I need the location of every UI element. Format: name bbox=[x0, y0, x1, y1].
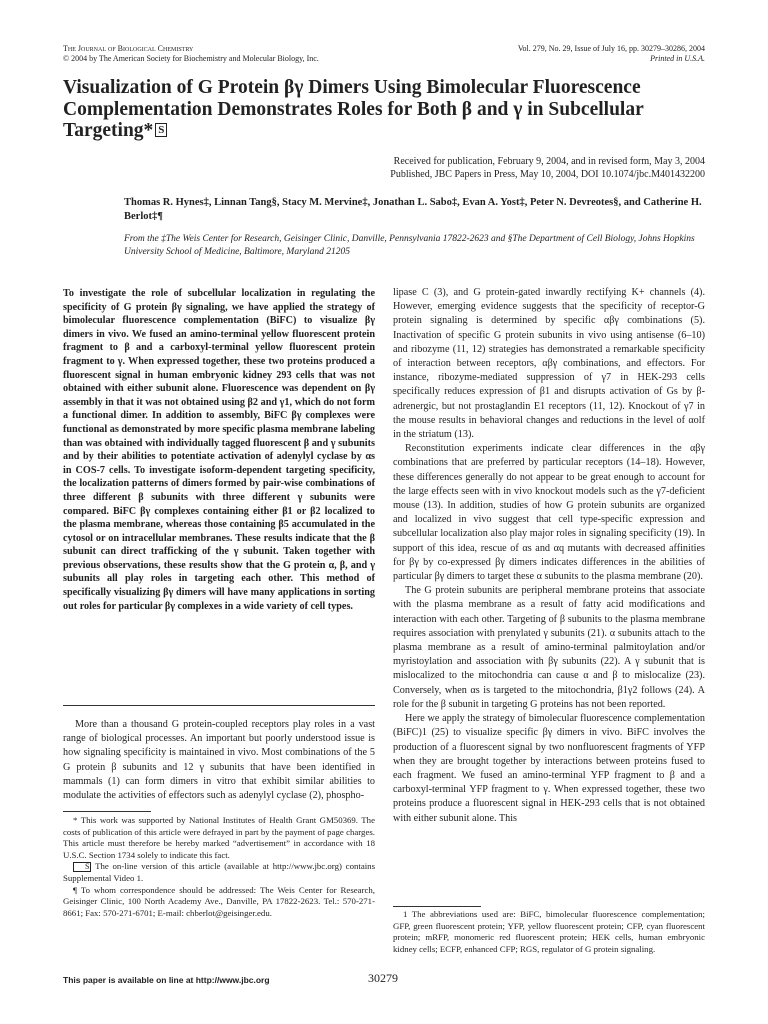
abstract: To investigate the role of subcellular localization in regulating the specificity of G protein βγ signaling, we have applied the strategy of bimolecular fluorescence complementation (BiFC) to visualize βγ dimers in vivo. We fused an amino-terminal yellow fluorescent protein fragment to β and a carboxyl-terminal yellow fluorescent protein fragment to γ. When expressed together, these two proteins produced a fluorescent signal in human embryonic kidney 293 cells that was not obtained with either subunit alone. Fluorescence was dependent on βγ assembly in that it was not obtained using β2 and γ1, which do not form a functional dimer. In addition to assembly, BiFC βγ complexes were functional as demonstrated by more specific plasma membrane labeling than was obtained with individually tagged fluorescent β and γ subunits and by their abilities to potentiate activation of adenylyl cyclase by αs in COS-7 cells. To investigate isoform-dependent targeting specificity, the localization patterns of dimers formed by pair-wise combinations of three different β subunits with three different γ subunits were compared. BiFC βγ complexes containing either β1 or β2 localized to the plasma membrane, whereas those containing β5 accumulated in the cytosol or on intracellular membranes. These results indicate that the β subunit can direct trafficking of the γ subunit. Taken together with previous observations, these results show that the G protein α, β, and γ subunits all play roles in targeting each other. This method of specifically visualizing βγ dimers will have many applications in sorting out roles for particular βγ complexes in a wide variety of cell types. bbox=[63, 288, 375, 612]
right-column-body bbox=[393, 286, 705, 826]
body-paragraph-2: Reconstitution experiments indicate clear differences in the αβγ combinations that are preferred by particular receptors (14–18). However, these differences generally do not appear to be great enough to account for the large effects seen with in vivo knockout models such as the γ7-deficient mouse (13). In addition, studies of how G protein subunits are organized and localized in vivo suggest that cell type-specific expression and subcellular localization also play major roles in signaling specificity (19). In support of this idea, rescue of αs and αq mutants with decreased affinities for βγ by co-expressed βγ dimers indicates differences in the abilities of particular βγ dimers to target these α subunits to the plasma membrane (20). bbox=[393, 443, 705, 583]
supplemental-footnote-text: The on-line version of this article (available at http://www.jbc.org) contains Supplemental Video 1. bbox=[63, 861, 375, 883]
correspondence-footnote: ¶ To whom correspondence should be addressed: The Weis Center for Research, Geisinger Clinic, 100 North Academy Ave., Danville, PA 17822-2623. Tel.: 570-271-8661; Fax: 570-271-6701; E-mail: chberlot@geisinger.edu. bbox=[63, 884, 375, 918]
volume-line: Vol. 279, No. 29, Issue of July 16, pp. 30279–30286, 2004 bbox=[517, 44, 705, 53]
footnote-divider bbox=[63, 811, 151, 812]
introduction bbox=[63, 718, 375, 803]
author-list: Thomas R. Hynes‡, Linnan Tang§, Stacy M. Mervine‡, Jonathan L. Sabo‡, Evan A. Yost‡, Peter N. Devreotes§, and Catherine H. Berlot‡¶ bbox=[124, 197, 702, 222]
online-notice: This paper is available on line at http://www.jbc.org bbox=[63, 975, 270, 985]
journal-name: The Journal of Biological Chemistry bbox=[63, 44, 194, 53]
body-paragraph-3: The G protein subunits are peripheral membrane proteins that associate with the plasma membrane as a result of fatty acid modifications and interaction with each other. Targeting of β subunits to the plasma membrane requires association with prenylated γ subunits (21). α subunits attach to the plasma membrane as a result of amino-terminal palmitoylation and/or myristoylation and association with βγ subunits (22). A γ subunit that is mislocalized to the mitochondria can cause α and β to mislocalize (23). Conversely, when αs is targeted to the mitochondria, β1γ2 follows (24). A role for the β subunit in targeting G proteins has not been reported. bbox=[393, 585, 705, 710]
printed-line: Printed in U.S.A. bbox=[650, 54, 705, 63]
page-number: 30279 bbox=[368, 971, 398, 985]
affiliation: From the ‡The Weis Center for Research, Geisinger Clinic, Danville, Pennsylvania 17822-2623 and §The Department of Cell Biology, Johns Hopkins University School of Medicine, Baltimore, Maryland 21205 bbox=[124, 234, 695, 257]
article-title-text: Visualization of G Protein βγ Dimers Using Bimolecular Fluorescence Complementation Demonstrates Roles for Both β and γ in Subcellular Targeting* bbox=[63, 77, 644, 141]
supplemental-mini-icon: S bbox=[73, 862, 91, 872]
issue-info bbox=[345, 44, 705, 64]
body-paragraph-4: Here we apply the strategy of bimolecular fluorescence complementation (BiFC)1 (25) to visualize specific βγ dimers in vivo. BiFC involves the production of a fluorescent signal by two nonfluorescent fragments of YFP when they are brought together by interactions between proteins fused to each fragment. We fused an amino-terminal YFP fragment to β and a carboxyl-terminal YFP fragment to γ. When expressed together, these two proteins produce a fluorescent signal in HEK-293 cells that is not obtained with either subunit alone. This bbox=[393, 713, 705, 824]
abbreviations-footnote bbox=[393, 909, 705, 955]
abstract-divider bbox=[63, 705, 375, 706]
abbreviation-divider bbox=[393, 906, 481, 907]
funding-footnote: * This work was supported by National Institutes of Health Grant GM50369. The costs of publication of this article were defrayed in part by the payment of page charges. This article must therefore be hereby marked “advertisement” in accordance with 18 U.S.C. Section 1734 solely to indicate this fact. bbox=[63, 815, 375, 860]
publication-history bbox=[185, 155, 705, 181]
abbreviations-text: 1 The abbreviations used are: BiFC, bimolecular fluorescence complementation; GFP, green fluorescent protein; YFP, yellow fluorescent protein; CFP, cyan fluorescent protein; mRFP, monomeric red fluorescent protein; HEK cells, human embryonic kidney cells; ECFP, enhanced CFP; RGS, regulator of G protein signaling. bbox=[393, 909, 705, 954]
body-paragraph-1: lipase C (3), and G protein-gated inwardly rectifying K+ channels (4). However, emerging evidence suggests that the specificity of receptor-G protein signaling is determined by specific αβγ combinations (5). Inactivation of specific G protein subunits in vivo using antisense (6–10) and ribozyme (11, 12) strategies has demonstrated a remarkable specificity of interaction between receptors, αβγ combinations, and effectors. For instance, ribozyme-mediated suppression of γ7 in HEK-293 cells specifically reduces expression of β1 and disrupts activation of Gs by β-adrenergic, but not prostaglandin E1 receptors (11, 12). Knockout of γ7 in the mouse results in behavioral changes and reductions in the level of αolf in the striatum (13). bbox=[393, 287, 705, 441]
published-line: Published, JBC Papers in Press, May 10, 2004, DOI 10.1074/jbc.M401432200 bbox=[390, 169, 705, 180]
intro-paragraph: More than a thousand G protein-coupled receptors play roles in a vast range of biological processes. An important but poorly understood issue is how signaling specificity is maintained in vivo. Most combinations of the 5 G protein β subunits and 12 γ subunits that have been identified in mammals (1) can form dimers in vitro that exhibit similar abilities to modulate the activities of effectors such as adenylyl cyclase (2), phospho- bbox=[63, 719, 375, 802]
copyright-line: © 2004 by The American Society for Biochemistry and Molecular Biology, Inc. bbox=[63, 54, 319, 63]
received-line: Received for publication, February 9, 2004, and in revised form, May 3, 2004 bbox=[393, 156, 705, 167]
supplemental-icon: S bbox=[155, 123, 167, 137]
footnotes bbox=[63, 815, 375, 919]
supplemental-footnote bbox=[63, 861, 375, 884]
article-title bbox=[63, 77, 703, 142]
